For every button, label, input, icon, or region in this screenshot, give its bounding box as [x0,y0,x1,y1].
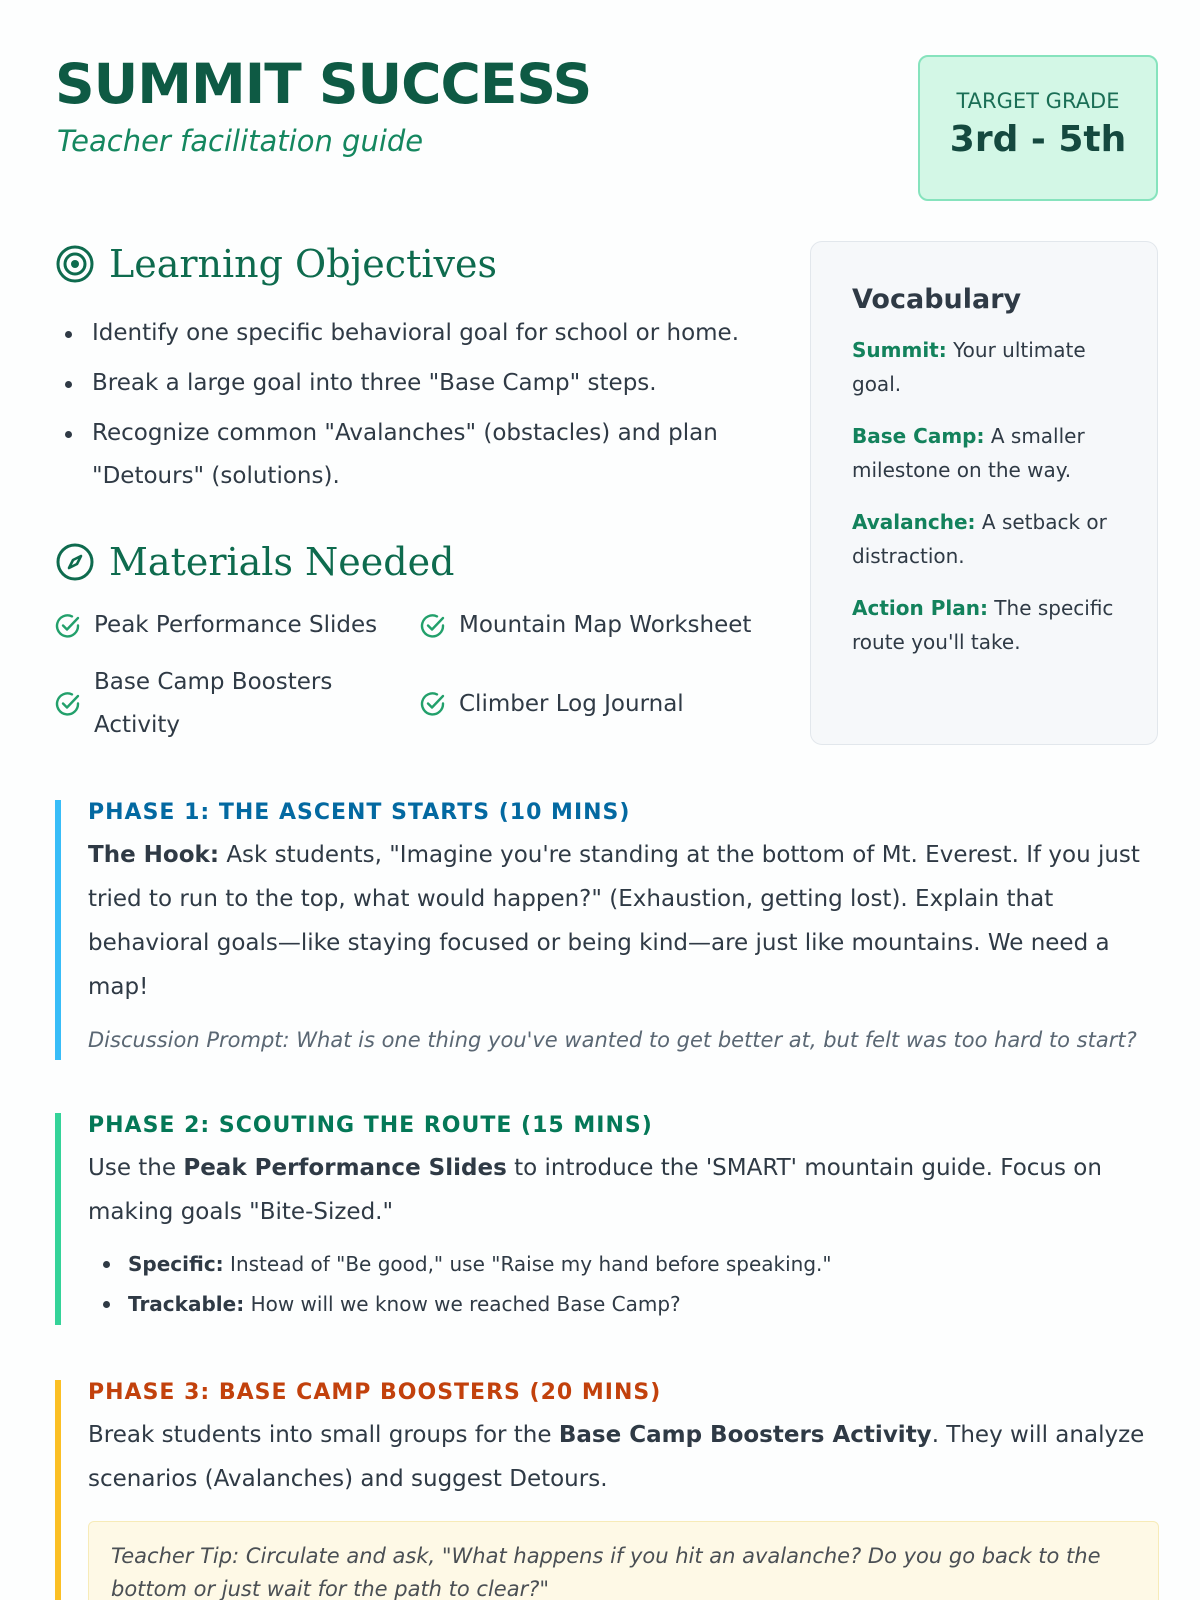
page-title: SUMMIT SUCCESS [55,52,592,116]
phase-1-text: Ask students, "Imagine you're standing at the bottom of Mt. Everest. If you just tried to run to the top, what would happen?" (Exhaustion, getting lost). Explain that behavioral goals—like staying focused or being kind—are just like mountains. We need a map! [88,842,1140,1000]
material-label: Mountain Map Worksheet [459,612,752,638]
objectives-title: Learning Objectives [109,242,497,286]
check-circle-icon [420,691,446,717]
bullet-text: Instead of "Be good," use "Raise my hand before speaking." [230,1252,832,1276]
materials-title: Materials Needed [109,540,455,584]
phase-2-text-after: to introduce the 'SMART' mountain guide. Focus on making goals "Bite-Sized." [88,1155,1102,1225]
objectives-list [92,312,792,505]
phase-1-lead: The Hook: [88,842,220,868]
vocabulary-title: Vocabulary [852,284,1022,315]
phase-1-discussion-prompt: Discussion Prompt: What is one thing you've wanted to get better at, but felt was too hard to start? [88,1028,1137,1052]
target-grade-value: 3rd - 5th [949,119,1127,160]
objective-item: Identify one specific behavioral goal for school or home. [92,312,792,355]
vocab-term-name: Action Plan: [852,596,988,620]
materials-list [55,604,795,747]
vocab-term-name: Summit: [852,338,947,362]
phase-3-title: PHASE 3: BASE CAMP BOOSTERS (20 MINS) [88,1380,662,1405]
check-circle-icon [55,691,81,717]
phase-2-section [55,1113,1159,1325]
vocab-term-definition: Your ultimate goal. [852,338,1086,396]
teacher-tip-box: Teacher Tip: Circulate and ask, "What happens if you hit an avalanche? Do you go back to the bottom or just wait for the path to clear?" [88,1521,1159,1600]
material-item [55,604,420,647]
phase-2-text-before: Use the [88,1155,177,1181]
bullet-text: How will we know we reached Base Camp? [250,1292,681,1316]
phase-2-bullet [128,1284,1159,1324]
phase-2-bullet [128,1244,1159,1284]
phase-3-section [55,1380,1159,1600]
vocab-term [852,333,1117,401]
phase-1-title: PHASE 1: THE ASCENT STARTS (10 MINS) [88,800,631,825]
material-item [420,604,785,647]
phase-1-section [55,800,1159,1060]
phase-2-bullets [88,1244,1159,1324]
phase-3-text-before: Break students into small groups for the [88,1422,552,1448]
target-grade-card [918,55,1158,201]
phase-3-text-after: . They will analyze scenarios (Avalanches) and suggest Detours. [88,1422,1145,1492]
phase-1-accent-bar [55,800,61,1060]
objective-item: Recognize common "Avalanches" (obstacles) and plan "Detours" (solutions). [92,412,792,498]
phase-3-accent-bar [55,1380,61,1600]
material-item [55,661,420,747]
material-label: Base Camp Boosters Activity [94,669,333,738]
vocab-term [852,505,1117,573]
target-icon [55,244,95,284]
vocab-term-definition: A smaller milestone on the way. [852,424,1085,482]
vocab-term-name: Avalanche: [852,510,976,534]
material-item [420,661,785,747]
material-label: Climber Log Journal [459,690,684,717]
objective-item: Break a large goal into three "Base Camp" steps. [92,362,792,405]
target-grade-label: TARGET GRADE [956,89,1120,113]
phase-3-body [88,1413,1159,1501]
materials-heading [55,540,454,584]
vocabulary-card [810,241,1158,745]
phase-3-text-bold: Base Camp Boosters Activity [558,1422,932,1448]
check-circle-icon [420,613,446,639]
phase-2-body [88,1146,1159,1234]
phase-2-title: PHASE 2: SCOUTING THE ROUTE (15 MINS) [88,1113,653,1138]
objectives-heading [55,242,497,286]
compass-icon [55,542,95,582]
vocab-term [852,591,1117,659]
bullet-label: Trackable: [128,1292,245,1316]
phase-2-accent-bar [55,1113,61,1325]
phase-2-text-bold: Peak Performance Slides [183,1155,507,1181]
vocab-term [852,419,1117,487]
material-label: Peak Performance Slides [94,612,378,638]
vocab-term-name: Base Camp: [852,424,985,448]
bullet-label: Specific: [128,1252,224,1276]
page-subtitle: Teacher facilitation guide [57,124,424,158]
check-circle-icon [55,613,81,639]
vocab-term-definition: A setback or distraction. [852,510,1107,568]
phase-1-body [88,833,1159,1009]
vocab-term-definition: The specific route you'll take. [852,596,1114,654]
